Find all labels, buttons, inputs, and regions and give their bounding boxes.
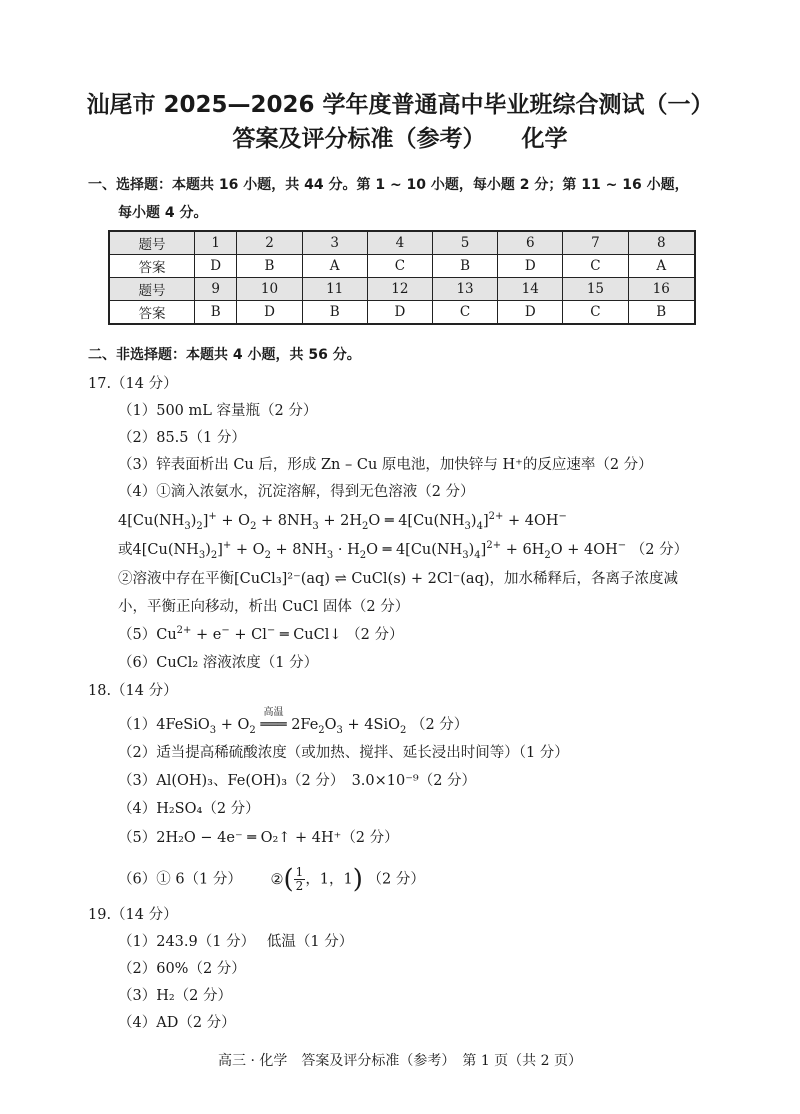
q19-part2: （2）60%（2 分） xyxy=(118,961,246,977)
q18-heading: 18.（14 分） xyxy=(88,683,178,699)
answer-table xyxy=(108,230,696,325)
table-cell: 3 xyxy=(302,231,367,255)
table-cell: 6 xyxy=(498,231,563,255)
table-cell: 1 xyxy=(195,231,237,255)
q18-part6b-rest: ，1，1 xyxy=(305,871,353,888)
q18-part3: （3）Al(OH)₃、Fe(OH)₃（2 分） 3.0×10⁻⁹（2 分） xyxy=(118,773,477,789)
table-cell: 答案 xyxy=(109,255,195,278)
subtitle-text: 答案及评分标准（参考） xyxy=(232,126,486,152)
table-cell: 4 xyxy=(367,231,432,255)
paren-close: ) xyxy=(352,864,363,895)
table-cell: D xyxy=(195,255,237,278)
table-cell: B xyxy=(302,301,367,325)
table-row xyxy=(109,255,695,278)
q17-equation-1: $4[Cu(NH_3)_2]^+ + O_2 + 8NH_3 + 2H_2O$ ═ $4[Cu(NH_3)_4]^{2+} + 4OH^-$ xyxy=(118,511,567,532)
q18-part6 xyxy=(118,866,425,893)
q19-part1: （1）243.9（1 分） 低温（1 分） xyxy=(118,934,354,950)
q17-part2: （2）85.5（1 分） xyxy=(118,430,246,446)
table-row xyxy=(109,231,695,255)
q17-part5-score: （2 分） xyxy=(346,627,404,643)
q18-part1-score: （2 分） xyxy=(410,717,469,733)
table-cell: 12 xyxy=(367,278,432,301)
table-cell: C xyxy=(563,255,628,278)
table-cell: 10 xyxy=(237,278,302,301)
table-cell: B xyxy=(628,301,695,325)
table-cell: B xyxy=(432,255,497,278)
page-subtitle xyxy=(0,120,800,153)
q18-part4: （4）H₂SO₄（2 分） xyxy=(118,801,260,817)
table-cell: D xyxy=(367,301,432,325)
table-cell: B xyxy=(195,301,237,325)
table-cell: 15 xyxy=(563,278,628,301)
page-title: 汕尾市 2025—2026 学年度普通高中毕业班综合测试（一） xyxy=(86,92,714,118)
table-cell: D xyxy=(498,301,563,325)
table-cell: 16 xyxy=(628,278,695,301)
subject-label: 化学 xyxy=(521,126,568,152)
q17-heading: 17.（14 分） xyxy=(88,376,178,392)
table-cell: B xyxy=(237,255,302,278)
q19-part4: （4）AD（2 分） xyxy=(118,1015,236,1031)
table-row xyxy=(109,301,695,325)
q18-part6b-mark: ② xyxy=(270,871,284,888)
table-cell: D xyxy=(498,255,563,278)
table-cell: 13 xyxy=(432,278,497,301)
fraction: $\frac{1}{2}$ xyxy=(295,865,304,893)
q17-part3: （3）锌表面析出 Cu 后，形成 Zn – Cu 原电池，加快锌与 H⁺的反应速率（2 分） xyxy=(118,457,653,473)
table-cell: 5 xyxy=(432,231,497,255)
table-cell: 题号 xyxy=(109,278,195,301)
section1-heading-line2: 每小题 4 分。 xyxy=(118,205,208,221)
table-cell: 14 xyxy=(498,278,563,301)
q19-heading: 19.（14 分） xyxy=(88,907,178,923)
table-cell: 8 xyxy=(628,231,695,255)
table-cell: C xyxy=(563,301,628,325)
table-cell: A xyxy=(628,255,695,278)
table-cell: A xyxy=(302,255,367,278)
q17-part4b-line2: 小，平衡正向移动，析出 CuCl 固体（2 分） xyxy=(118,599,410,615)
table-cell: C xyxy=(432,301,497,325)
table-cell: 题号 xyxy=(109,231,195,255)
q17-part4-score: （2 分） xyxy=(630,542,689,558)
q18-part5: （5）2H₂O − 4e⁻ ═ O₂↑ + 4H⁺（2 分） xyxy=(118,830,399,846)
q17-part4: （4）①滴入浓氨水，沉淀溶解，得到无色溶液（2 分） xyxy=(118,484,475,500)
q17-part6: （6）CuCl₂ 溶液浓度（1 分） xyxy=(118,655,319,671)
q18-part6b-score: （2 分） xyxy=(367,871,425,888)
q18-part6a: （6）① 6（1 分） xyxy=(118,871,242,888)
paren-open: ( xyxy=(283,864,294,895)
table-cell: C xyxy=(367,255,432,278)
table-cell: 11 xyxy=(302,278,367,301)
q19-part3: （3）H₂（2 分） xyxy=(118,988,233,1004)
q18-part1: （1）4FeSiO$_3$ + $O_2$ 高温 ═══ $2Fe_2O_3 + 4SiO_2$ （2 分） xyxy=(118,707,469,736)
table-cell: 2 xyxy=(237,231,302,255)
q17-part5: $(5)Cu^{2+} + e^- + Cl^-$ ═ CuCl↓ （2 分） xyxy=(118,625,404,643)
reaction-condition: 高温 ═══ xyxy=(260,707,287,733)
page-footer: 高三 · 化学 答案及评分标准（参考） 第 1 页（共 2 页） xyxy=(218,1053,582,1069)
q17-equation-2: 或$4[Cu(NH_3)_2]^+ + O_2 + 8NH_3 \cdot H_2O$ ═ $4[Cu(NH_3)_4]^{2+} + 6H_2O + 4OH^-$ （2 分） xyxy=(118,540,689,561)
table-cell: D xyxy=(237,301,302,325)
section2-heading: 二、非选择题：本题共 4 小题，共 56 分。 xyxy=(88,347,361,363)
q18-part2: （2）适当提高稀硫酸浓度（或加热、搅拌、延长浸出时间等）（1 分） xyxy=(118,745,569,761)
table-cell: 答案 xyxy=(109,301,195,325)
table-cell: 9 xyxy=(195,278,237,301)
q17-part4b-line1: ②溶液中存在平衡[CuCl₃]²⁻(aq) ⇌ CuCl(s) + 2Cl⁻(aq)，加水稀释后，各离子浓度减 xyxy=(118,571,679,587)
table-row xyxy=(109,278,695,301)
q17-part1: （1）500 mL 容量瓶（2 分） xyxy=(118,403,318,419)
section1-heading-line1: 一、选择题：本题共 16 小题，共 44 分。第 1 ~ 10 小题，每小题 2 分；第 11 ~ 16 小题， xyxy=(88,177,689,193)
table-cell: 7 xyxy=(563,231,628,255)
